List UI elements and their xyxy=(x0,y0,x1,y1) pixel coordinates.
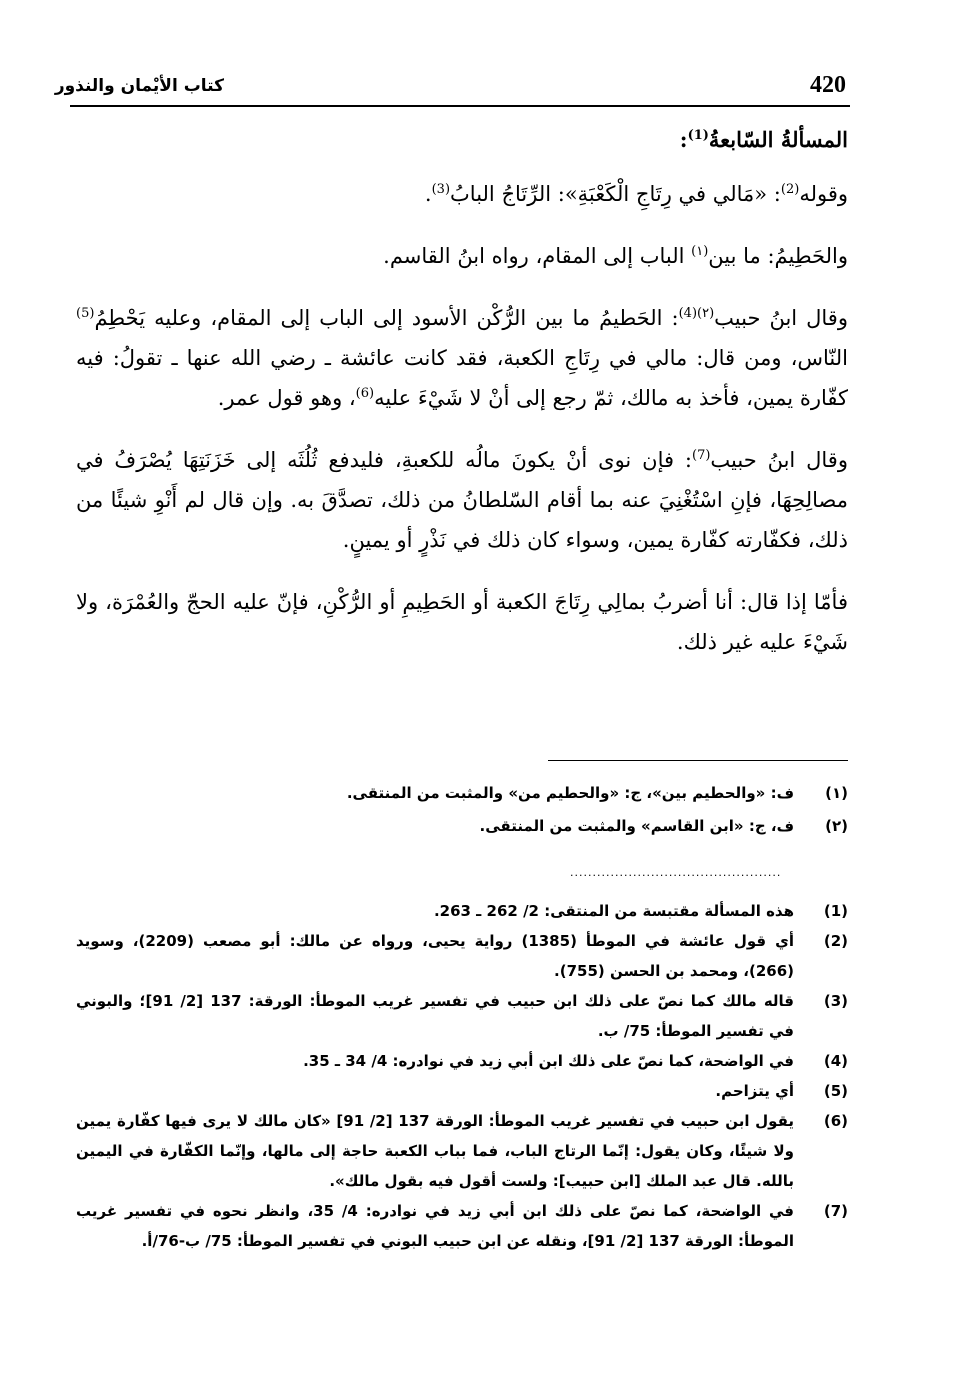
footnote-ref: (5) xyxy=(76,306,95,321)
paragraph-4 xyxy=(76,440,848,560)
footnote xyxy=(76,986,848,1046)
paragraph-2 xyxy=(76,236,848,276)
footnotes xyxy=(76,896,848,1256)
text-run: وقوله xyxy=(799,182,848,206)
footnote-ref: (6) xyxy=(355,386,375,401)
note-text: أي قول عائشة في الموطأ (1385) رواية يحيى، ورواه عن مالك: أبو مصعب (2209)، وسويد (266)، ومحمد بن الحسن (755). xyxy=(76,932,794,980)
note-text: أي يتزاحم. xyxy=(715,1082,794,1100)
footnote xyxy=(76,896,848,926)
footnote-ref: (7) xyxy=(691,448,711,463)
text-run: وقال ابنُ حبيب xyxy=(710,448,848,472)
note-number: (5) xyxy=(823,1082,848,1100)
note-text: ف، ج: «ابن القاسم» والمثبت من المنتقى. xyxy=(479,817,794,835)
footnote xyxy=(76,1106,848,1196)
footnote-ref: (1) xyxy=(687,128,709,143)
paragraph-1 xyxy=(76,174,848,214)
footnote xyxy=(76,1076,848,1106)
note-number: (7) xyxy=(823,1202,848,1220)
note-number: (2) xyxy=(823,932,848,950)
dotted-separator: ............................................... xyxy=(570,866,782,879)
note-number: (6) xyxy=(823,1112,848,1130)
text-run: ، وهو قول عمر. xyxy=(217,386,356,410)
note-text: في الواضحة، كما نصّ على ذلك ابن أبي زيد في نوادره: 4/ 34 ـ 35. xyxy=(303,1052,794,1070)
variant-notes xyxy=(76,778,848,844)
note-text: في الواضحة، كما نصّ على ذلك ابن أبي زيد في نوادره: 4/ 35، وانظر نحوه في تفسير غريب الموطأ: الورقة 137 [2/ 91]، ونقله عن ابن حبيب البوني في تفسير الموطأ: 75/ ب-76/أ. xyxy=(76,1202,794,1250)
note-text: قاله مالك كما نصّ على ذلك ابن حبيب في تفسير غريب الموطأ: الورقة: 137 [2/ 91]؛ والبوني في تفسير الموطأ: 75/ ب. xyxy=(76,992,795,1040)
note-text: يقول ابن حبيب في تفسير غريب الموطأ: الورقة 137 [2/ 91] «كان مالك لا يرى فيها كفّارة يمين ولا شيئًا، وكان يقول: إنّما الرتاج الباب، فما بباب الكعبة حاجة إلى مالها، وإنّما الكفّارة في اليمين بالله. قال عبد الملك [ابن حبيب]: ولست أقول فيه بقول مالك». xyxy=(76,1112,794,1190)
paragraph-3 xyxy=(76,298,848,418)
footnote xyxy=(76,1196,848,1256)
note-number: (4) xyxy=(823,1052,848,1070)
text-run: النّاس، ومن قال: مالي في رِتَاجِ الكعبة، فقد كانت عائشة ـ رضي الله عنها ـ تقولُ: فيه كفّارة يمين، فأخذ به مالك، ثمّ رجع إلى أنْ لا شَيْءَ عليه xyxy=(76,346,848,410)
text-run: : «مَالي في رِتَاجِ الْكَعْبَةِ»: الرِّتَاجُ البابُ xyxy=(450,182,781,206)
text-run: والحَطِيمُ: ما بين xyxy=(708,244,848,268)
text-run: الباب إلى المقام، رواه ابنُ القاسم. xyxy=(383,244,692,268)
variant-note xyxy=(76,778,848,808)
footnote-ref: (3) xyxy=(431,182,451,197)
running-header-title: كتاب الأيْمان والنذور xyxy=(54,76,224,96)
section-title-colon: : xyxy=(679,127,688,152)
header-rule xyxy=(70,105,850,107)
page-number: 420 xyxy=(810,72,846,98)
note-number: (1) xyxy=(823,902,848,920)
footnote-ref: (2) xyxy=(780,182,800,197)
footnote xyxy=(76,926,848,986)
variant-note xyxy=(76,811,848,841)
note-number: (٢) xyxy=(825,817,848,835)
paragraph-5: فأمّا إذا قال: أنا أضربُ بمالِي رِتَاجَ الكعبة أو الحَطِيمِ أو الرُّكْنِ، فإنّ عليه الحجّ والعُمْرَة، ولا شَيْءَ عليه غير ذلك. xyxy=(76,590,848,654)
main-text xyxy=(76,120,848,662)
text-run: : فإن نوى أنْ يكونَ مالُه للكعبةِ، فليدفع ثُلُثَه إلى خَزَنَتِهَا يُصْرَفُ في مصالِحِهَا، فإنِ اسْتُغْنِيَ عنه بما أقام السّلطانُ من ذلك، تصدَّقَ به. وإن قال لم أَنْوِ شيئًا من ذلك، فكفّارته كفّارة يمين، وسواء كان ذلك في نَذْرٍ أو يمينٍ. xyxy=(76,448,848,552)
text-run: : الحَطيمُ ما بين الرُّكْن الأسود إلى الباب إلى المقام، وعليه يَحْطِمُ xyxy=(94,306,679,330)
text-run: وقال ابنُ حبيب xyxy=(714,306,848,330)
note-number: (3) xyxy=(823,992,848,1010)
section-title-text: المسألةُ السّابعةُ xyxy=(708,127,848,152)
footnote-ref: (٢)(4) xyxy=(678,306,715,321)
section-title xyxy=(76,120,848,160)
note-text: هذه المسألة مقتبسة من المنتقى: 2/ 262 ـ 263. xyxy=(433,902,794,920)
text-run: . xyxy=(424,182,432,206)
note-number: (١) xyxy=(825,784,848,802)
note-text: ف: «والحطيم بين»، ج: «والحطيم من» والمثبت من المنتقى. xyxy=(346,784,794,802)
footnote-rule xyxy=(548,760,848,761)
footnote xyxy=(76,1046,848,1076)
variant-ref: (١) xyxy=(691,244,709,259)
